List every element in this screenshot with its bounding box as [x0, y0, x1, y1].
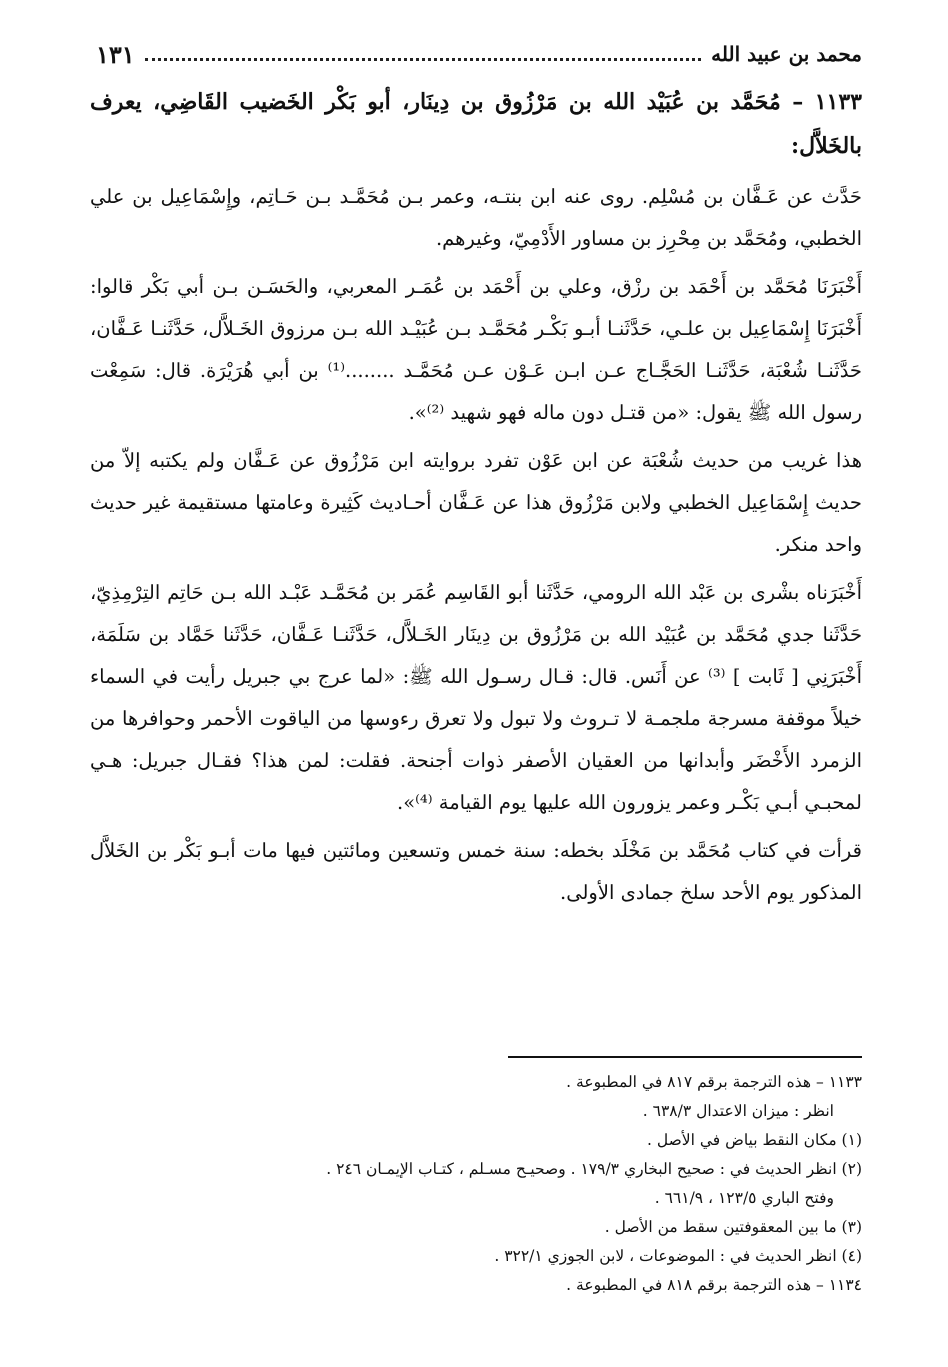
entry-title: ١١٣٣ – مُحَمَّد بن عُبَيْد الله بن مَرْزُوق بن دِينَار، أبو بَكْر الخَضيب القَاضِي، يعرف بالخَلاَّل: — [90, 89, 862, 159]
paragraph-hadith-2: أَخْبَرَناه بشْرى بن عَبْد الله الرومي، حَدَّثَنا أبو القَاسِم عُمَر بن مُحَمَّـد عَبْـد الله بـن حَاتِم التِرْمِذِيّ، حَدَّثَنا جدي مُحَمَّد بن عُبَيْد الله بن مَرْزُوق بن دِينَار الخَـلاَّل، حَدَّثَنـا عَـفَّان، حَدَّثَنا حَمَّاد بن سَلَمَة، أَخْبَرَنِي [ ثَابت ] ⁽³⁾ عن أَنَس. قال: قـال رسـول الله ﷺ: «لما عرج بي جبريل رأيت في السماء خيلاً موقفة مسرجة ملجمـة لا تـروث ولا تبول ولا تعرق رءوسها من الياقوت الأحمر وحوافرها من الزمرد الأَخْضَر وأبدانها من العقيان الأصفر ذوات أجنحة. فقلت: لمن هذا؟ فقـال جبريل: هـي لمحبـي أبـي بَكْـر وعمر يزورون الله عليها يوم القيامة ⁽⁴⁾». — [90, 581, 862, 814]
footnote-2: (٢) انظر الحديث في : صحيح البخاري ١٧٩/٣ . وصحيـح مسـلم ، كتـاب الإيمـان ٢٤٦ . — [326, 1160, 862, 1178]
page-header — [96, 34, 862, 74]
paragraph-commentary: هذا غريب من حديث شُعْبَة عن ابن عَوْن تفرد بروايته ابن مَرْزُوق عن عَـفَّان ولم يكتبه إلاّ من حديث إِسْمَاعِيل الخطبي ولابن مَرْزُوق هذا عن عَـفَّان أحـاديث كَثِيرة وعامتها مستقيمة غير حديث واحد منكر. — [90, 449, 862, 556]
footnotes — [96, 1068, 862, 1300]
paragraph-narrators: حَدَّث عن عَـفَّان بن مُسْلِم. روى عنه ابن بنتـه، وعمر بـن مُحَمَّـد بـن حَـاتِم، وإِسْمَاعِيل بن علي الخطبي، ومُحَمَّد بن مِحْرِز بن مساور الأَدْمِيّ، وغيرهم. — [90, 185, 862, 250]
footnote-1: (١) مكان النقط بياض في الأصل . — [647, 1131, 862, 1149]
footnote-2-continued: وفتح الباري ١٢٣/٥ ، ٦٦١/٩ . — [654, 1189, 834, 1207]
page-body — [90, 80, 862, 920]
paragraph-hadith-1: أَخْبَرَنَا مُحَمَّد بن أَحْمَد بن رزْق، وعلي بن أَحْمَد بن عُمَـر المعربي، والحَسَـن بـن أبي بَكْر قالوا: أَخْبَرَنَا إِسْمَاعِيل بن علـي، حَدَّثَنـا أبـو بَكْـر مُحَمَّـد بـن عُبَيْـد الله بـن مرزوق الخَـلاَّل، حَدَّثَنـا عَـفَّان، حَدَّثَنـا شُعْبَة، حَدَّثَنـا الحَجَّـاج عـن ابـن عَـوْن عـن مُحَمَّـد ........⁽¹⁾ بن أبي هُرَيْرَة. قال: سَمِعْت رسول الله ﷺ يقول: «من قتـل دون ماله فهو شهيد ⁽²⁾». — [90, 275, 862, 424]
footnote-entry-1133: ١١٣٣ – هذه الترجمة برقم ٨١٧ في المطبوعة . — [566, 1073, 862, 1091]
footnote-divider — [508, 1056, 862, 1058]
running-title: محمد بن عبيد الله — [711, 42, 862, 66]
leader-dots — [145, 48, 701, 61]
paragraph-death-date: قرأت في كتاب مُحَمَّد بن مَخْلَد بخطه: سنة خمس وتسعين ومائتين فيها مات أبـو بَكْر بن الخَلاَّل المذكور يوم الأحد سلخ جمادى الأولى. — [90, 839, 862, 904]
footnote-reference: انظر : ميزان الاعتدال ٦٣٨/٣ . — [642, 1102, 834, 1120]
footnote-3: (٣) ما بين المعقوفتين سقط من الأصل . — [604, 1218, 862, 1236]
footnote-entry-1134: ١١٣٤ – هذه الترجمة برقم ٨١٨ في المطبوعة . — [566, 1276, 862, 1294]
page-number: ١٣١ — [96, 39, 135, 69]
footnote-4: (٤) انظر الحديث في : الموضوعات ، لابن الجوزي ٣٢٢/١ . — [494, 1247, 862, 1265]
